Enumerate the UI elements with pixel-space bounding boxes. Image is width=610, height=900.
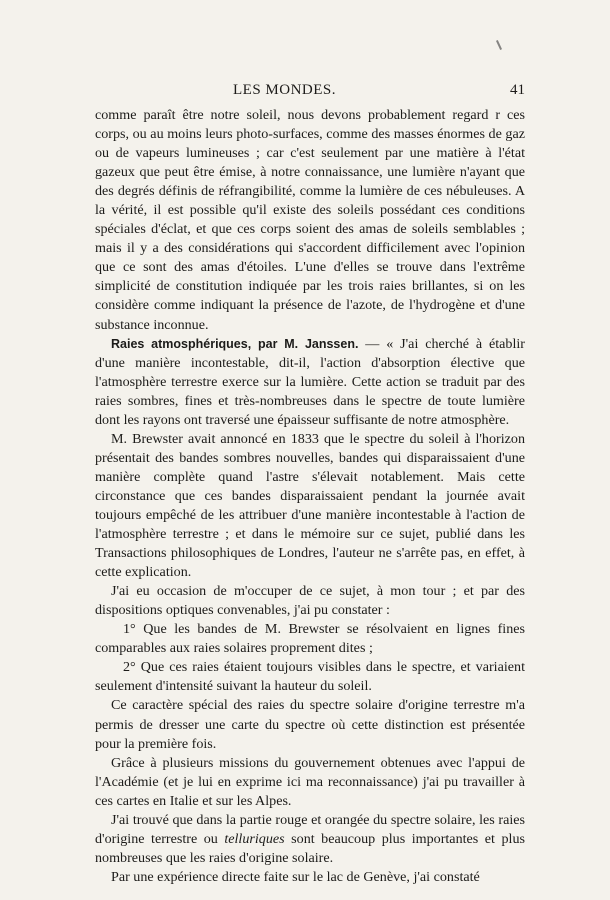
paragraph-brewster: M. Brewster avait annoncé en 1833 que le spectre du soleil à l'horizon présentait des bandes sombres nouvelles, bandes qui disparaissaient d'une manière complète quand l'astre s'élevait notablement. Mais cette circonstance que ces bandes disparaissaient pendant la journée avait toujours empêché de les attribuer d'une manière incontestable à l'action de l'atmosphère terrestre ; et dans le mémoire sur ce sujet, publié dans les Transactions philosophiques de Londres, l'auteur ne s'arrête pas, en effet, à cette explication. bbox=[95, 430, 525, 581]
list-item-first-finding: 1° Que les bandes de M. Brewster se résolvaient en lignes fines comparables aux raies solaires proprement dites ; bbox=[95, 621, 525, 657]
paragraph-missions: Grâce à plusieurs missions du gouvernement obtenues avec l'appui de l'Académie (et je lui en exprime ici ma reconnaissance) j'ai pu travailler à ces cartes en Italie et sur les Alpes. bbox=[95, 754, 525, 809]
paragraph-geneva-experiment: Par une expérience directe faite sur le lac de Genève, j'ai constaté bbox=[111, 868, 480, 885]
paragraph-occasion: J'ai eu occasion de m'occuper de ce sujet, à mon tour ; et par des dispositions optiques convenables, j'ai pu constater : bbox=[95, 583, 525, 619]
telluric-italic-term: telluriques bbox=[224, 830, 285, 847]
paragraph-janssen-intro bbox=[95, 335, 525, 430]
body-text bbox=[95, 106, 525, 887]
paragraph-special-character: Ce caractère spécial des raies du spectre solaire d'origine terrestre m'a permis de dresser une carte du spectre où cette distinction est présentée pour la première fois. bbox=[95, 697, 525, 752]
list-item-second-finding: 2° Que ces raies étaient toujours visibles dans le spectre, et variaient seulement d'intensité suivant la hauteur du soleil. bbox=[95, 659, 525, 695]
telluric-text-before: J'ai trouvé que dans la partie rouge et orangée du spectre solaire, les raies d'origine terrestre ou bbox=[95, 811, 525, 847]
running-title: LES MONDES. bbox=[233, 82, 337, 98]
page-number: 41 bbox=[510, 82, 525, 98]
margin-mark bbox=[496, 40, 502, 50]
page-header bbox=[95, 82, 525, 102]
paragraph-nebulae-continuation: comme paraît être notre soleil, nous devons probablement regard r ces corps, ou au moins leurs photo-surfaces, comme des masses énormes de gaz ou de vapeurs lumineuses ; car c'est seulement par une matière à l'état gazeux que peut être émise, à notre connaissance, une lumière n'ayant que des degrés définis de réfrangibilité, comme la lumière de ces nébuleuses. A la vérité, il est possible qu'il existe des soleils possédant ces conditions spéciales d'éclat, et que ces corps soient des amas de soleils semblables ; mais il y a des considérations qui s'accordent difficilement avec l'opinion que ce sont des amas d'étoiles. L'une d'elles se trouve dans l'extrême simplicité de constitution indiquée par les trois raies brillantes, si on les considère comme indiquant la présence de l'azote, de l'hydrogène et d'une substance inconnue. bbox=[95, 107, 525, 333]
paragraph-telluric bbox=[95, 811, 525, 868]
section-lead-heading: Raies atmosphériques, par M. Janssen. bbox=[111, 336, 359, 351]
telluric-text-after: sont beaucoup plus importantes et plus nombreuses que les raies d'origine solaire. bbox=[95, 830, 525, 866]
paragraph-janssen-text: — « J'ai cherché à établir d'une manière incontestable, dit-il, l'action d'absorption élective que l'atmosphère terrestre exerce sur la lumière. Cette action se traduit par des raies sombres, fines et très-nombreuses dans le spectre de toute lumière dont les rayons ont traversé une épaisseur suffisante de notre atmosphère. bbox=[95, 335, 525, 428]
